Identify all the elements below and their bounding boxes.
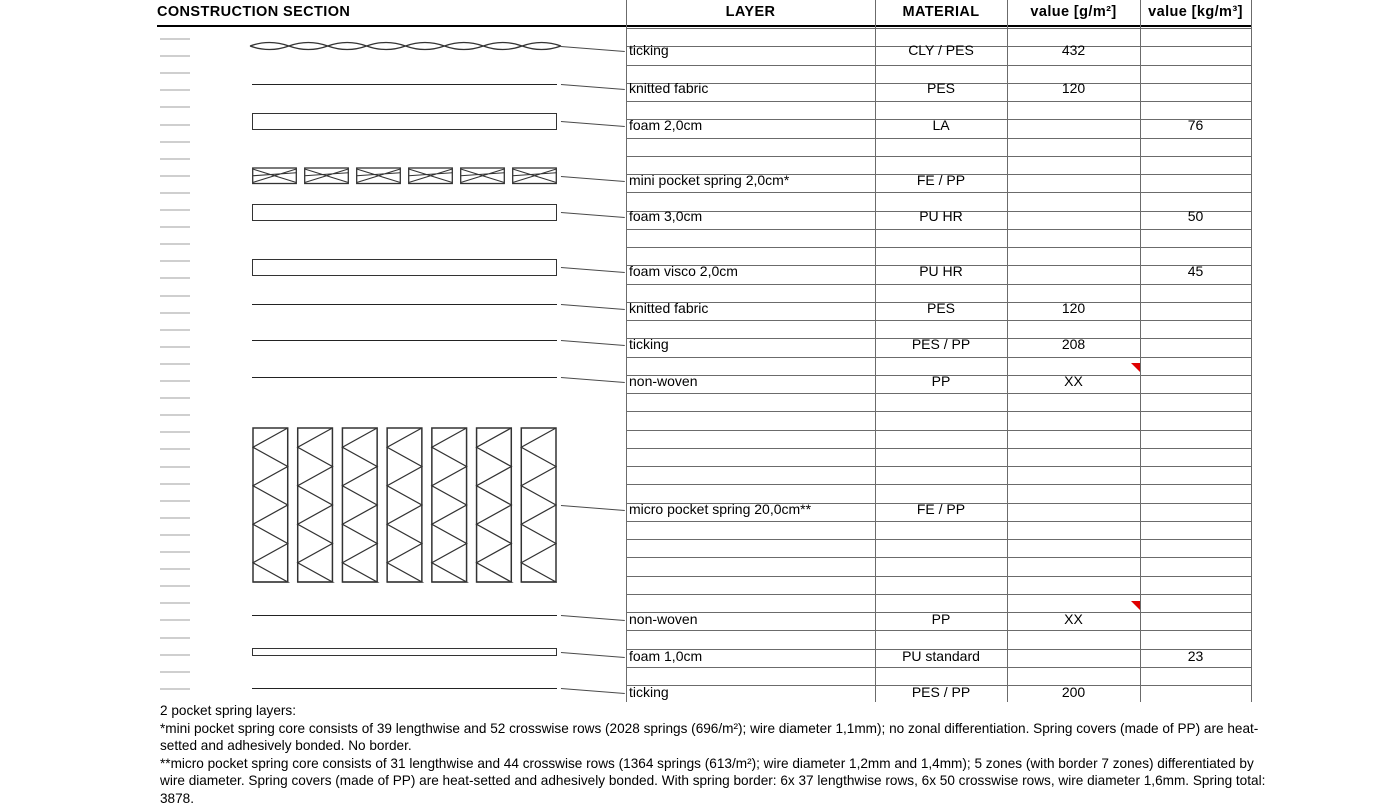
- value-gm2: 120: [1061, 80, 1086, 96]
- material-value: PP: [931, 611, 951, 627]
- ruler-tick: [160, 637, 190, 639]
- grid-line: [626, 192, 1251, 193]
- grid-line: [626, 28, 1251, 29]
- ruler-tick: [160, 141, 190, 143]
- comment-marker: [1131, 363, 1140, 372]
- leader-line: [561, 46, 625, 52]
- column-header-layer: LAYER: [725, 4, 776, 20]
- column-header-value-kgm3: value [kg/m³]: [1148, 4, 1243, 20]
- grid-line: [626, 430, 1251, 431]
- footnote-0: 2 pocket spring layers:: [160, 703, 297, 718]
- ruler-tick: [160, 277, 190, 279]
- material-value: CLY / PES: [908, 42, 974, 58]
- grid-line: [626, 357, 1251, 358]
- ruler-tick: [160, 568, 190, 570]
- layer-label: knitted fabric: [629, 80, 709, 96]
- material-value: FE / PP: [916, 172, 966, 188]
- layer-graphic-line: [252, 377, 557, 378]
- comment-marker: [1131, 601, 1140, 610]
- value-gm2: 208: [1061, 336, 1086, 352]
- ruler-tick: [160, 619, 190, 621]
- grid-line: [626, 667, 1251, 668]
- ruler-tick: [160, 397, 190, 399]
- ruler-tick: [160, 363, 190, 365]
- footnote-1: *mini pocket spring core consists of 39 lengthwise and 52 crosswise rows (2028 springs (696/m²); wire diameter 1,1mm); no zonal differentiation. Spring covers (made of PP) are heat-setted and adhesively bonded. No border.: [160, 720, 1259, 754]
- layer-graphic-line: [252, 615, 557, 616]
- layer-label: ticking: [629, 42, 669, 58]
- leader-line: [561, 377, 625, 383]
- value-kgm3: 45: [1187, 263, 1204, 279]
- grid-line: [626, 229, 1251, 230]
- material-value: FE / PP: [916, 501, 966, 517]
- ruler-tick: [160, 585, 190, 587]
- grid-line: [626, 539, 1251, 540]
- layer-graphic-line: [252, 84, 557, 85]
- leader-line: [561, 176, 625, 182]
- leader-line: [561, 688, 625, 694]
- ruler-tick: [160, 260, 190, 262]
- grid-line: [626, 320, 1251, 321]
- grid-line: [626, 484, 1251, 485]
- leader-line: [561, 652, 625, 658]
- ruler-tick: [160, 688, 190, 690]
- layer-label: ticking: [629, 336, 669, 352]
- ruler-tick: [160, 483, 190, 485]
- layer-label: foam 2,0cm: [629, 117, 703, 133]
- ruler-tick: [160, 226, 190, 228]
- column-header-value-gm2: value [g/m²]: [1030, 4, 1117, 20]
- layer-graphic-line: [252, 688, 557, 689]
- ruler-tick: [160, 124, 190, 126]
- grid-line: [626, 521, 1251, 522]
- ruler-tick: [160, 312, 190, 314]
- grid-line: [626, 466, 1251, 467]
- material-value: LA: [932, 117, 950, 133]
- layer-label: foam visco 2,0cm: [629, 263, 738, 279]
- ruler-tick: [160, 431, 190, 433]
- layer-graphic-foam-box: [252, 113, 557, 130]
- ruler-tick: [160, 38, 190, 40]
- grid-line: [626, 138, 1251, 139]
- material-value: PES: [926, 80, 955, 96]
- layer-label: foam 3,0cm: [629, 208, 703, 224]
- ruler-tick: [160, 466, 190, 468]
- material-value: PES / PP: [911, 684, 971, 700]
- ruler-tick: [160, 192, 190, 194]
- leader-line: [561, 615, 625, 621]
- layer-graphic-ticking-wave: [248, 34, 567, 56]
- grid-line: [626, 156, 1251, 157]
- leader-line: [561, 505, 625, 511]
- grid-line: [626, 630, 1251, 631]
- value-kgm3: 50: [1187, 208, 1204, 224]
- value-gm2: XX: [1064, 373, 1083, 389]
- ruler-tick: [160, 175, 190, 177]
- value-kgm3: 76: [1187, 117, 1204, 133]
- ruler-tick: [160, 72, 190, 74]
- grid-line: [626, 393, 1251, 394]
- header-rule: [157, 25, 1251, 27]
- material-value: PU standard: [902, 648, 980, 664]
- layer-graphic-foam-box: [252, 648, 557, 656]
- material-value: PES: [926, 300, 955, 316]
- grid-line: [626, 576, 1251, 577]
- construction-section-sheet: CONSTRUCTION SECTION LAYER MATERIAL value [g/m²] value [kg/m³] ticking CLY / PES 432 knitted fabric PES 120 foam 2,0cm LA 76 mini pocket spring 2,0cm* FE / PP foam 3,0cm PU HR 50 foam visco 2,0cm PU HR 45 knitted fabric PES 120 ticking PES / PP 208 non-woven PP XX micro pocket spring 20,0cm** FE / PP non-woven PP XX foam 1,0cm PU standard 23 ticking PES / PP 200 2 pocket spring layers: *mini pocket spring core consists of 39 lengthwise and 52 crosswise rows (2028 springs (696/m²); wire diameter 1,1mm); no zonal differentiation. Spring covers (made of PP) are heat-setted and adhesively bonded. No border. **micro pocket spring core consists of 31 lengthwise and 44 crosswise rows (1364 springs (613/m²); wire diameter 1,2mm and 1,4mm); 5 zones (with border 7 zones) differentiated by wire diameter. Spring covers (made of PP) are heat-setted and adhesively bonded. With spring border: 6x 37 lengthwise rows, 6x 50 crosswise rows, wire diameter 1,6mm. Spring total: 3878.: [0, 0, 1394, 810]
- ruler-tick: [160, 654, 190, 656]
- ruler-tick: [160, 89, 190, 91]
- leader-line: [561, 304, 625, 310]
- layer-label: knitted fabric: [629, 300, 709, 316]
- grid-line: [626, 594, 1251, 595]
- leader-line: [561, 340, 625, 346]
- grid-line: [626, 101, 1251, 102]
- value-gm2: XX: [1064, 611, 1083, 627]
- layer-label: micro pocket spring 20,0cm**: [629, 501, 812, 517]
- layer-graphic-foam-box: [252, 259, 557, 276]
- layer-graphic-foam-box: [252, 204, 557, 221]
- layer-graphic-micro-pocket-spring: [252, 426, 557, 584]
- ruler-tick: [160, 209, 190, 211]
- layer-graphic-mini-pocket-spring: [252, 166, 557, 186]
- material-value: PU HR: [919, 263, 963, 279]
- ruler-tick: [160, 329, 190, 331]
- column-divider-0: [626, 0, 627, 702]
- ruler-tick: [160, 671, 190, 673]
- grid-line: [626, 448, 1251, 449]
- column-divider-4: [1251, 0, 1252, 702]
- material-value: PES / PP: [911, 336, 971, 352]
- material-value: PP: [931, 373, 951, 389]
- ruler-tick: [160, 602, 190, 604]
- leader-line: [561, 267, 625, 273]
- ruler-tick: [160, 414, 190, 416]
- ruler-tick: [160, 380, 190, 382]
- ruler-tick: [160, 534, 190, 536]
- grid-line: [626, 247, 1251, 248]
- ruler-tick: [160, 551, 190, 553]
- layer-label: mini pocket spring 2,0cm*: [629, 172, 790, 188]
- layer-label: non-woven: [629, 611, 698, 627]
- ruler-tick: [160, 500, 190, 502]
- leader-line: [561, 121, 625, 127]
- column-divider-3: [1140, 0, 1141, 702]
- ruler-tick: [160, 346, 190, 348]
- grid-line: [626, 65, 1251, 66]
- layer-graphic-line: [252, 340, 557, 341]
- ruler-tick: [160, 448, 190, 450]
- ruler-tick: [160, 55, 190, 57]
- layer-graphic-line: [252, 304, 557, 305]
- ruler-tick: [160, 106, 190, 108]
- ruler-tick: [160, 517, 190, 519]
- layer-label: foam 1,0cm: [629, 648, 703, 664]
- leader-line: [561, 212, 625, 218]
- footnote-2: **micro pocket spring core consists of 31 lengthwise and 44 crosswise rows (1364 springs (613/m²); wire diameter 1,2mm and 1,4mm); 5 zones (with border 7 zones) differentiated by wire diameter. Spring covers (made of PP) are heat-setted and adhesively bonded. With spring border: 6x 37 lengthwise rows, 6x 50 crosswise rows, wire diameter 1,6mm. Spring total: 3878.: [160, 755, 1266, 806]
- layer-label: ticking: [629, 684, 669, 700]
- value-gm2: 432: [1061, 42, 1086, 58]
- value-kgm3: 23: [1187, 648, 1204, 664]
- leader-line: [561, 84, 625, 90]
- ruler-tick: [160, 295, 190, 297]
- ruler-tick: [160, 158, 190, 160]
- value-gm2: 200: [1061, 684, 1086, 700]
- grid-line: [626, 411, 1251, 412]
- material-value: PU HR: [919, 208, 963, 224]
- layer-label: non-woven: [629, 373, 698, 389]
- ruler-tick: [160, 243, 190, 245]
- column-divider-1: [875, 0, 876, 702]
- column-divider-2: [1007, 0, 1008, 702]
- column-header-material: MATERIAL: [902, 4, 980, 20]
- grid-line: [626, 557, 1251, 558]
- grid-line: [626, 284, 1251, 285]
- footnotes: [160, 702, 1270, 808]
- value-gm2: 120: [1061, 300, 1086, 316]
